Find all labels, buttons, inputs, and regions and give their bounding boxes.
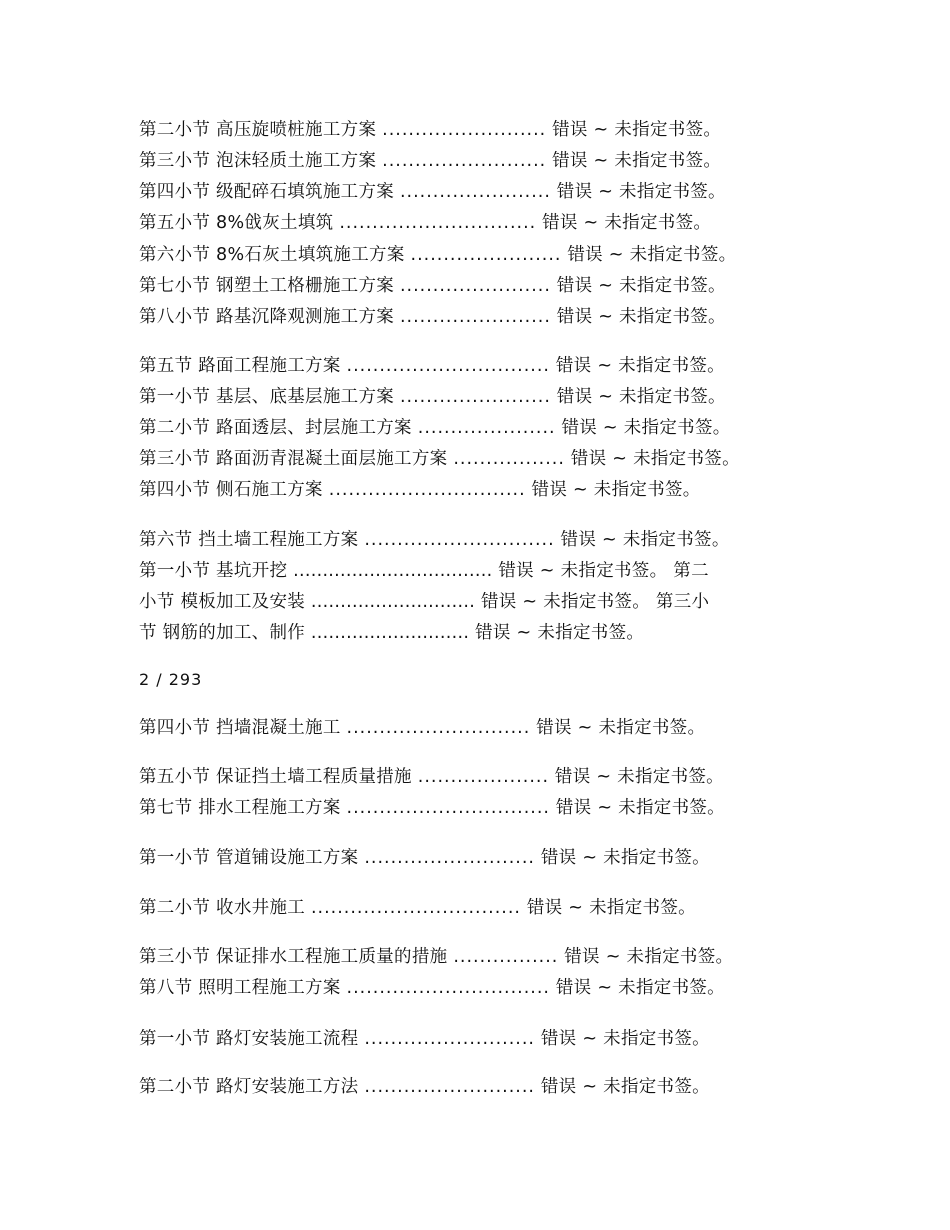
- toc-leader-dots: ....................: [417, 767, 550, 787]
- toc-entry-ref: 错误 ~ 未指定书签。: [526, 898, 696, 918]
- toc-leader-dots: .......................: [399, 307, 551, 327]
- toc-entry-label: 第六小节 8%石灰土填筑施工方案: [139, 245, 405, 265]
- toc-entry[interactable]: [139, 846, 710, 870]
- toc-leader-dots: ...............................: [346, 978, 550, 998]
- toc-entry-ref: 错误 ~ 未指定书签。: [556, 276, 726, 296]
- toc-entry-label: 第六节 挡土墙工程施工方案: [139, 530, 359, 550]
- toc-entry[interactable]: [139, 478, 701, 502]
- toc-entry-ref: 错误 ~ 未指定书签。: [552, 151, 722, 171]
- toc-entry-label: 第二小节 路面透层、封层施工方案: [139, 418, 412, 438]
- toc-entry-ref: 错误 ~ 未指定书签。: [570, 449, 740, 469]
- toc-entry[interactable]: [139, 118, 721, 142]
- toc-entry-ref: 错误 ~ 未指定书签。: [555, 978, 725, 998]
- toc-leader-dots: ..............................: [328, 480, 526, 500]
- toc-entry[interactable]: [139, 354, 725, 378]
- toc-entry[interactable]: [139, 896, 696, 920]
- toc-entry-ref: 错误 ~ 未指定书签。: [540, 1029, 710, 1049]
- toc-entry[interactable]: [139, 385, 726, 409]
- toc-leader-dots: ..........................: [364, 1029, 535, 1049]
- toc-entry-label: 第七小节 钢塑土工格栅施工方案: [139, 276, 395, 296]
- toc-entry[interactable]: [139, 1027, 710, 1051]
- toc-entry[interactable]: [139, 305, 726, 329]
- toc-leader-dots: .........................: [382, 120, 547, 140]
- toc-entry[interactable]: [139, 716, 705, 740]
- toc-entry[interactable]: [139, 447, 740, 471]
- toc-entry[interactable]: [139, 274, 726, 298]
- toc-entry-label: 第四小节 挡墙混凝土施工: [139, 718, 341, 738]
- toc-entry[interactable]: [139, 945, 733, 969]
- toc-entry-label: 第一小节 基层、底基层施工方案: [139, 387, 395, 407]
- toc-entry-ref: 错误 ~ 未指定书签。: [555, 356, 725, 376]
- toc-entry-ref: 错误 ~ 未指定书签。: [564, 947, 734, 967]
- toc-entry-ref: 错误 ~ 未指定书签。: [552, 120, 722, 140]
- toc-leader-dots: ...............................: [346, 356, 550, 376]
- toc-leader-dots: ..............................: [339, 213, 537, 233]
- toc-leader-dots: .......................: [399, 276, 551, 296]
- toc-entry-ref: 错误 ~ 未指定书签。: [556, 387, 726, 407]
- toc-leader-dots: ................: [453, 947, 559, 967]
- toc-entry-label: 第二小节 路灯安装施工方法: [139, 1077, 359, 1097]
- toc-leader-dots: .................: [453, 449, 565, 469]
- toc-entry[interactable]: [139, 1075, 710, 1099]
- toc-wrapped-line[interactable]: 节 钢筋的加工、制作 ........................... 错误 ~ 未指定书签。: [139, 623, 645, 643]
- toc-leader-dots: ................................: [310, 898, 521, 918]
- toc-entry-ref: 错误 ~ 未指定书签。: [531, 480, 701, 500]
- toc-entry-ref: 错误 ~ 未指定书签。: [555, 798, 725, 818]
- toc-entry-label: 第三小节 泡沫轻质土施工方案: [139, 151, 377, 171]
- toc-entry[interactable]: [139, 416, 731, 440]
- toc-entry[interactable]: [139, 796, 725, 820]
- toc-entry-label: 第三小节 路面沥青混凝土面层施工方案: [139, 449, 448, 469]
- toc-entry-label: 第二小节 高压旋喷桩施工方案: [139, 120, 377, 140]
- toc-entry-ref: 错误 ~ 未指定书签。: [540, 1077, 710, 1097]
- toc-entry-label: 第一小节 管道铺设施工方案: [139, 848, 359, 868]
- toc-leader-dots: .......................: [410, 245, 562, 265]
- toc-entry-label: 第一小节 路灯安装施工流程: [139, 1029, 359, 1049]
- toc-entry[interactable]: [139, 243, 736, 267]
- toc-entry-ref: 错误 ~ 未指定书签。: [556, 182, 726, 202]
- toc-wrapped-line[interactable]: 第一小节 基坑开挖 .................................. 错误 ~ 未指定书签。 第二: [139, 561, 709, 581]
- toc-leader-dots: ..........................: [364, 848, 535, 868]
- toc-entry-label: 第三小节 保证排水工程施工质量的措施: [139, 947, 448, 967]
- toc-entry-label: 第五节 路面工程施工方案: [139, 356, 341, 376]
- toc-entry-label: 第七节 排水工程施工方案: [139, 798, 341, 818]
- toc-entry-ref: 错误 ~ 未指定书签。: [560, 530, 730, 550]
- toc-entry-ref: 错误 ~ 未指定书签。: [561, 418, 731, 438]
- toc-entry-label: 第八小节 路基沉降观测施工方案: [139, 307, 395, 327]
- toc-wrapped-line[interactable]: 小节 模板加工及安装 ............................ 错误 ~ 未指定书签。 第三小: [139, 592, 710, 612]
- toc-leader-dots: ............................: [346, 718, 531, 738]
- toc-entry-ref: 错误 ~ 未指定书签。: [536, 718, 706, 738]
- toc-leader-dots: .........................: [382, 151, 547, 171]
- toc-leader-dots: ..........................: [364, 1077, 535, 1097]
- toc-entry-ref: 错误 ~ 未指定书签。: [556, 307, 726, 327]
- toc-entry-label: 第四小节 侧石施工方案: [139, 480, 323, 500]
- toc-entry[interactable]: [139, 180, 726, 204]
- toc-leader-dots: .............................: [364, 530, 555, 550]
- toc-entry[interactable]: [139, 528, 730, 552]
- toc-entry-ref: 错误 ~ 未指定书签。: [540, 848, 710, 868]
- toc-entry-ref: 错误 ~ 未指定书签。: [567, 245, 737, 265]
- toc-entry[interactable]: [139, 149, 721, 173]
- toc-entry-label: 第八节 照明工程施工方案: [139, 978, 341, 998]
- toc-leader-dots: .......................: [399, 182, 551, 202]
- toc-entry[interactable]: [139, 976, 725, 1000]
- toc-entry-label: 第二小节 收水井施工: [139, 898, 306, 918]
- toc-entry[interactable]: [139, 765, 724, 789]
- toc-entry-ref: 错误 ~ 未指定书签。: [554, 767, 724, 787]
- toc-entry-label: 第四小节 级配碎石填筑施工方案: [139, 182, 395, 202]
- toc-leader-dots: .......................: [399, 387, 551, 407]
- toc-entry-label: 第五小节 保证挡土墙工程质量措施: [139, 767, 412, 787]
- toc-leader-dots: .....................: [417, 418, 556, 438]
- page-number: 2 / 293: [139, 670, 203, 689]
- toc-leader-dots: ...............................: [346, 798, 550, 818]
- toc-entry-label: 第五小节 8%戗灰土填筑: [139, 213, 334, 233]
- toc-entry[interactable]: [139, 211, 711, 235]
- toc-entry-ref: 错误 ~ 未指定书签。: [542, 213, 712, 233]
